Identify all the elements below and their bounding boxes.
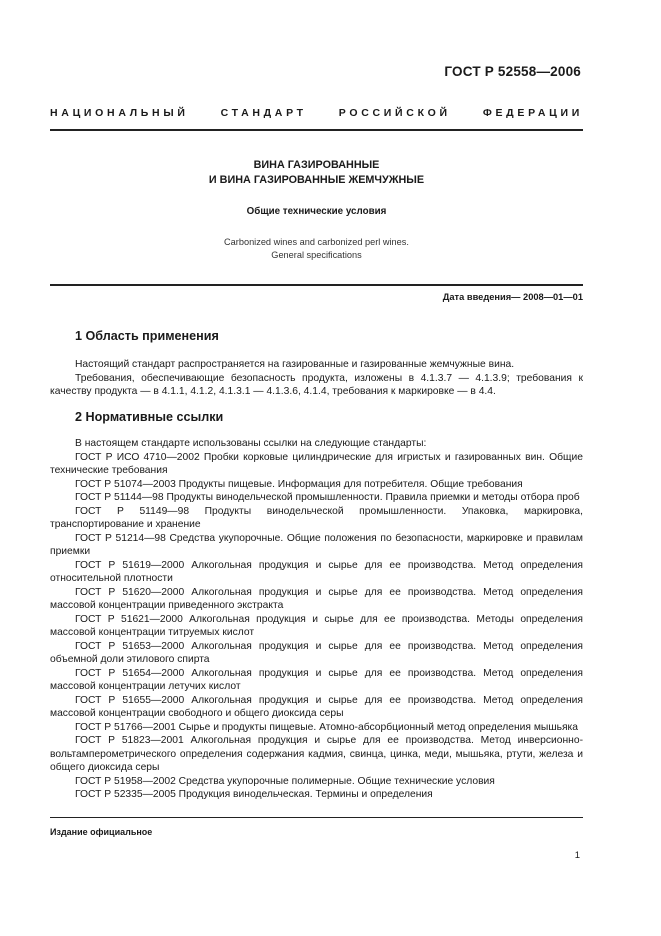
document-title [50,158,583,188]
footer-divider [50,817,583,818]
reference-item: ГОСТ Р 51074—2003 Продукты пищевые. Информация для потребителя. Общие требования [75,478,523,490]
section-2-body [50,437,583,802]
reference-item: ГОСТ Р 51823—2001 Алкогольная продукция и сырье для ее производства. Метод инверсионно-вольтамперометрического определения содержания кадмия, свинца, цинка, меди, мышьяка, ртути, железа и общего диоксида серы [50,735,583,773]
title-divider [50,284,583,286]
reference-item: ГОСТ Р 51149—98 Продукты винодельческой промышленности. Упаковка, маркировка, транспортирование и хранение [50,505,583,530]
english-title-line-2: General specifications [271,250,362,260]
reference-item: ГОСТ Р 51655—2000 Алкогольная продукция и сырье для ее производства. Метод определения массовой концентрации свободного и общего диоксида серы [50,694,583,719]
reference-item: ГОСТ Р 51621—2000 Алкогольная продукция и сырье для ее производства. Методы определения массовой концентрации титруемых кислот [50,613,583,638]
reference-item: ГОСТ Р 51766—2001 Сырье и продукты пищевые. Атомно-абсорбционный метод определения мышьяка [75,721,578,733]
reference-item: ГОСТ Р ИСО 4710—2002 Пробки корковые цилиндрические для игристых и газированных вин. Общие технические требования [50,451,583,476]
official-edition-label: Издание официальное [50,827,153,837]
title-line-2: И ВИНА ГАЗИРОВАННЫЕ ЖЕМЧУЖНЫЕ [208,174,425,186]
section-2-heading: 2 Нормативные ссылки [75,410,224,424]
page-number: 1 [574,850,580,861]
reference-item: ГОСТ Р 51144—98 Продукты винодельческой промышленности. Правила приемки и методы отбора проб [75,492,580,503]
reference-item: ГОСТ Р 52335—2005 Продукция винодельческая. Термины и определения [75,789,433,800]
reference-item: ГОСТ Р 51958—2002 Средства укупорочные полимерные. Общие технические условия [75,775,495,787]
reference-item: ГОСТ Р 51653—2000 Алкогольная продукция и сырье для ее производства. Метод определения объемной доли этилового спирта [50,640,583,665]
document-code: ГОСТ Р 52558—2006 [444,64,581,79]
reference-item: ГОСТ Р 51620—2000 Алкогольная продукция и сырье для ее производства. Метод определения массовой концентрации приведенного экстракта [50,586,583,611]
paragraph: Требования, обеспечивающие безопасность продукта, изложены в 4.1.3.7 — 4.1.3.9; требования к качеству продукта — в 4.1.1, 4.1.2, 4.1.3.1 — 4.1.3.6, 4.1.4, требования к маркировке — в 4.4. [50,372,583,397]
document-subtitle: Общие технические условия [246,206,387,217]
english-title-line-1: Carbonized wines and carbonized perl wines. [224,237,409,247]
english-title [50,236,583,262]
header-divider [50,129,583,131]
standard-title: НАЦИОНАЛЬНЫЙ СТАНДАРТ РОССИЙСКОЙ ФЕДЕРАЦИИ [50,107,583,119]
reference-item: ГОСТ Р 51214—98 Средства укупорочные. Общие положения по безопасности, маркировке и правилам приемки [50,532,583,557]
section-1-body [50,358,583,399]
title-line-1: ВИНА ГАЗИРОВАННЫЕ [253,159,380,171]
paragraph: Настоящий стандарт распространяется на газированные и газированные жемчужные вина. [75,359,515,370]
reference-item: ГОСТ Р 51654—2000 Алкогольная продукция и сырье для ее производства. Метод определения массовой концентрации летучих кислот [50,667,583,692]
introduction-date: Дата введения— 2008—01—01 [442,292,583,302]
reference-item: ГОСТ Р 51619—2000 Алкогольная продукция и сырье для ее производства. Метод определения относительной плотности [50,559,583,584]
section-1-heading: 1 Область применения [75,329,219,343]
paragraph: В настоящем стандарте использованы ссылки на следующие стандарты: [75,438,427,449]
